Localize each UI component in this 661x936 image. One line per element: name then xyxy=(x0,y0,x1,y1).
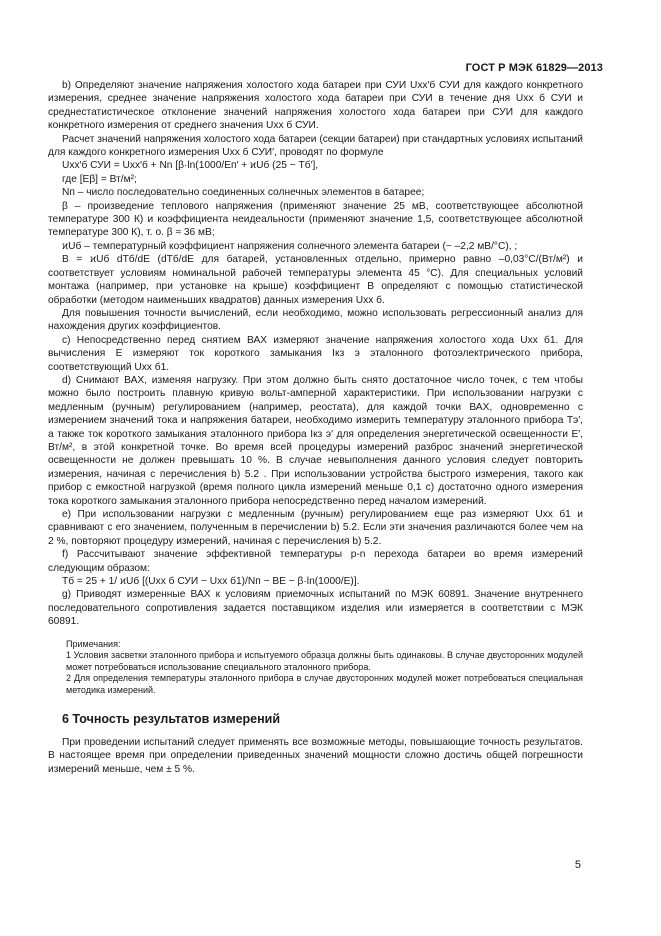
section-title: 6 Точность результатов измерений xyxy=(62,711,281,726)
paragraph-calc-intro: Расчет значений напряжения холостого хода батареи (секции батареи) при стандартных условиях испытаний для каждого конкретного измерения Uхх б СУИ′, проводят по формуле xyxy=(48,133,583,159)
paragraph-b: b) Определяют значение напряжения холостого хода батареи при СУИ Uхх′б СУИ для каждого конкретного измерения, среднее значение напряжения холостого хода батареи при СУИ в течение дня Uхх б СУИ и среднестатистическое отклонение значений напряжения холостого хода батареи при СУИ для каждого конкретного измерения от среднего значения Uхх б СУИ. xyxy=(48,80,583,132)
paragraph-g: g) Приводят измеренные ВАХ к условиям приемочных испытаний по МЭК 60891. Значение внутреннего последовательного сопротивления задается поставщиком изделия или измеряется в соответствии с МЭК 60891. xyxy=(48,589,583,628)
definition-b: B = ϰUб dTб/dE (dTб/dE для батарей, установленных отдельно, примерно равно –0,03°С/(Вт/м²) и соответствует условиям номинальной рабочей температуры элемента 45 °С). Для специальных условий монтажа (например, при установке на крыше) коэффициент B определяют с помощью статистической обработки (методом наименьших квадратов) данных измерения Uхх б. xyxy=(48,254,583,306)
page-number: 5 xyxy=(574,859,581,871)
note-2: 2 Для определения температуры эталонного прибора в случае двусторонних модулей может потребоваться специальная методика измерений. xyxy=(66,673,583,696)
definition-kappa: ϰUб – температурный коэффициент напряжения солнечного элемента батареи (~ –2,2 мВ/°С), ; xyxy=(62,240,518,252)
notes-block xyxy=(48,639,583,697)
paragraph-d: d) Снимают ВАХ, изменяя нагрузку. При этом должно быть снято достаточное число точек, с тем чтобы можно было построить плавную кривую вольт-амперной характеристики. При использовании нагрузки с медленным (ручным) регулированием (например, реостата), для каждой точки ВАХ, одновременно с измерением значений тока и напряжения батареи, необходимо измерить температуру эталонного прибора Tэ′, а также ток короткого замыкания эталонного прибора Iкз э′ для определения энергетической освещенности E′, Вт/м², в этой конкретной точке. Во время всей процедуры измерений разброс значений энергетической освещенности не должен превышать 10 %. В случае невыполнения данного условия следует повторить измерения, начиная с перечисления b) 5.2 . При использовании устройства быстрого измерения, такого как прибор с емкостной нагрузкой (время полного цикла измерений меньше 0,1 с) достаточно одного измерения тока короткого замыкания эталонного прибора непосредственно перед началом измерений. xyxy=(48,374,583,507)
section-text: При проведении испытаний следует применять все возможные методы, повышающие точность результатов. В настоящее время при определении приведенных значений мощности сложно достичь общей погрешности измерений меньше, чем ± 5 %. xyxy=(48,737,583,775)
formula-units: где [Eβ] = Вт/м²; xyxy=(62,173,137,185)
formula-uxx: Uхх′б СУИ = Uхх′б + Nn [β·ln(1000/Eп′ + ϰUб (25 − Tб′], xyxy=(62,160,319,172)
paragraph-e: e) При использовании нагрузки с медленным (ручным) регулированием еще раз измеряют Uхх б1 и сравнивают с его значением, полученным в перечислении b) 5.2. Если эти значения различаются более чем на 2 %, повторяют процедуру измерений, начиная с перечисления b) 5.2. xyxy=(48,509,583,547)
definition-np: Nп – число последовательно соединенных солнечных элементов в батарее; xyxy=(62,187,425,199)
paragraph-f: f) Рассчитывают значение эффективной температуры p-n перехода батареи во время измерений следующим образом: xyxy=(48,549,583,574)
paragraph-c: c) Непосредственно перед снятием ВАХ измеряют значение напряжения холостого хода Uхх б1. Для вычисления E измеряют ток короткого замыкания Iкз э эталонного фотоэлектрического прибора, соответствующий Uхх б1. xyxy=(48,334,583,373)
body-text xyxy=(48,79,583,776)
note-1: 1 Условия засветки эталонного прибора и испытуемого образца должны быть одинаковы. В случае двусторонних модулей может потребоваться использование специального эталонного прибора. xyxy=(66,650,583,672)
definition-beta: β – произведение теплового напряжения (применяют значение 25 мВ, соответствующее абсолютной температуре 300 К) и коэффициента неидеальности (применяют значение 1,5, соответствующее абсолютной температуре 300 К), т. о. β ≈ 36 мВ; xyxy=(48,200,583,239)
formula-tb: Tб = 25 + 1/ ϰUб [(Uхх б СУИ − Uхх б1)/Nп − BE − β·ln(1000/E)]. xyxy=(62,576,360,588)
paragraph-regression: Для повышения точности вычислений, если необходимо, можно использовать регрессионный анализ для нахождения других коэффициентов. xyxy=(48,307,583,333)
notes-title: Примечания: xyxy=(66,638,121,649)
document-header: ГОСТ Р МЭК 61829—2013 xyxy=(465,62,603,74)
